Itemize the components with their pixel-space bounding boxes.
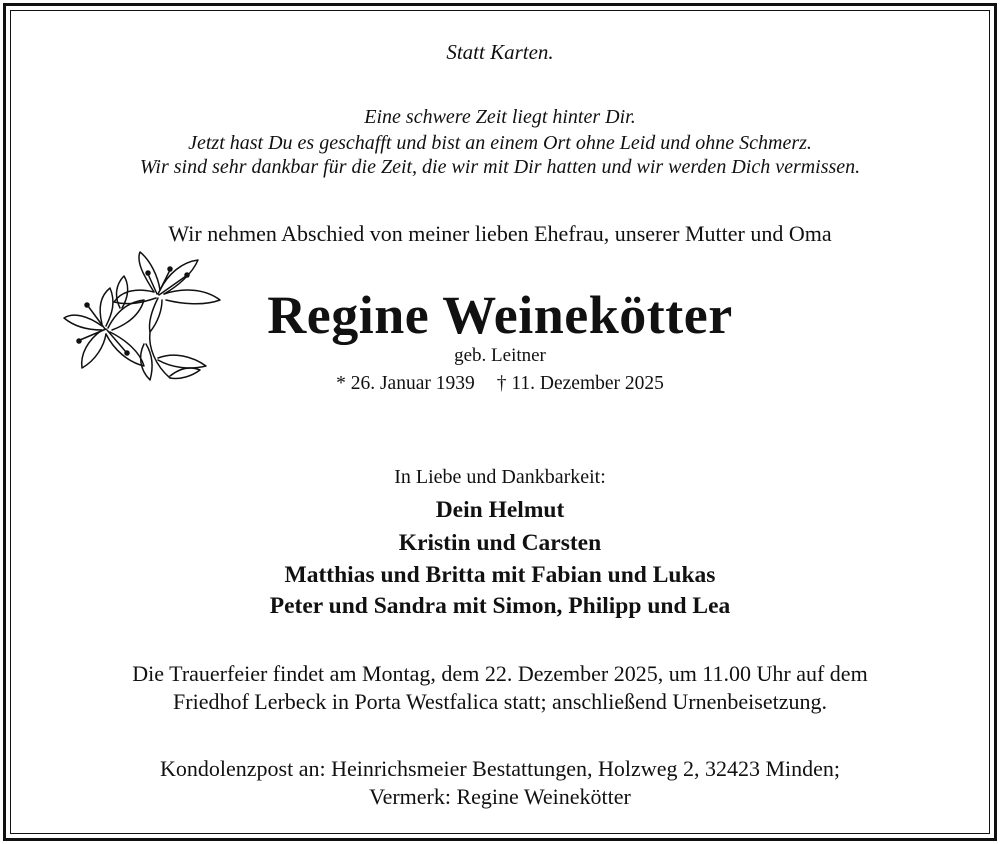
header-statt-karten: Statt Karten.: [446, 40, 554, 64]
service-line-1: Die Trauerfeier findet am Montag, dem 22. Dezember 2025, um 11.00 Uhr auf dem: [132, 661, 868, 686]
intro-text: Wir nehmen Abschied von meiner lieben Ehefrau, unserer Mutter und Oma: [168, 221, 832, 246]
mourner-line-1: Dein Helmut: [435, 497, 565, 523]
deceased-name: Regine Weinekötter: [267, 285, 733, 345]
service-line-2: Friedhof Lerbeck in Porta Westfalica statt; anschließend Urnenbeisetzung.: [173, 689, 827, 714]
mourners-intro: In Liebe und Dankbarkeit:: [394, 466, 606, 488]
condolence-line-1: Kondolenzpost an: Heinrichsmeier Bestattungen, Holzweg 2, 32423 Minden;: [159, 756, 841, 781]
mourner-line-4: Peter und Sandra mit Simon, Philipp und Lea: [269, 593, 731, 619]
lily-flower-icon: [58, 248, 230, 384]
mourner-line-3: Matthias und Britta mit Fabian und Lukas: [284, 562, 716, 588]
condolence-line-2: Vermerk: Regine Weinekötter: [369, 784, 631, 809]
birth-date: * 26. Januar 1939: [336, 373, 475, 394]
poem-line-1: Eine schwere Zeit liegt hinter Dir.: [364, 106, 636, 128]
poem-line-2: Jetzt hast Du es geschafft und bist an einem Ort ohne Leid und ohne Schmerz.: [188, 132, 812, 154]
life-dates: [300, 373, 700, 395]
mourner-line-2: Kristin und Carsten: [398, 530, 602, 556]
poem-line-3: Wir sind sehr dankbar für die Zeit, die wir mit Dir hatten und wir werden Dich vermissen.: [139, 156, 861, 178]
death-date: † 11. Dezember 2025: [496, 373, 664, 394]
maiden-name: geb. Leitner: [454, 345, 546, 366]
